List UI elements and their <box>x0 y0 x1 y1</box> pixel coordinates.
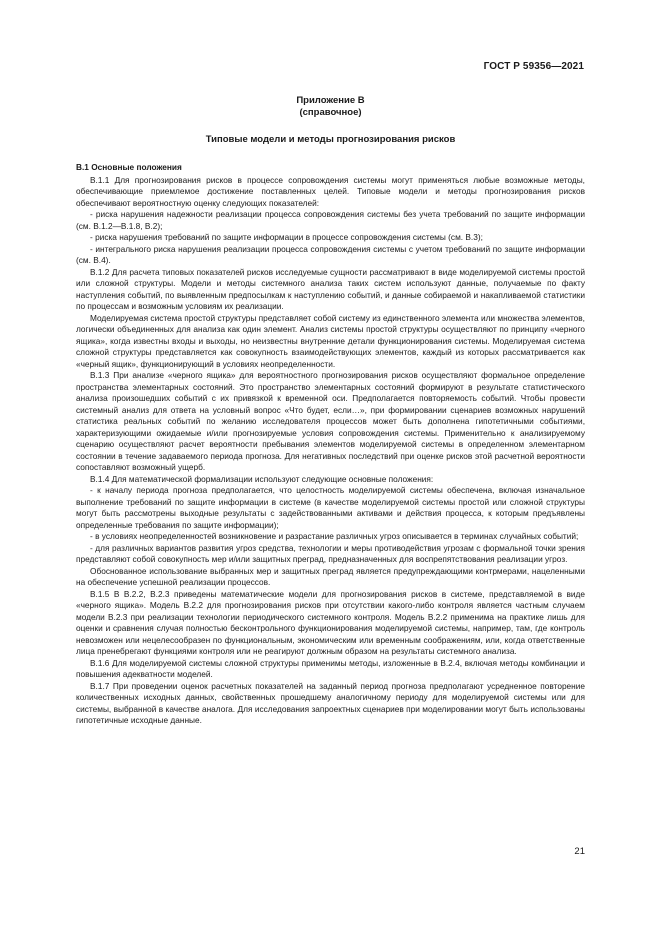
paragraph: В.1.1 Для прогнозирования рисков в процессе сопровождения системы могут применяться любые возможные методы, обеспечивающие приемлемое достижение поставленных целей. Типовые модели и методы прогнозирования рисков обеспечивают вероятностную оценку следующих показателей: <box>76 174 585 208</box>
annex-subtitle: (справочное) <box>299 107 362 118</box>
section-heading: В.1 Основные положения <box>76 162 182 172</box>
paragraph: Моделируемая система простой структуры представляет собой систему из единственного элемента или множества элементов, логически объединенных для анализа как один элемент. Анализ системы простой структуры осуществляют по принципу «черного ящика», когда известны входы и выходы, но неизвестны внутренние детали функционирования системы. Моделируемая система сложной структуры представляется как совокупность взаимодействующих элементов, каждый из которых рассматривается как «черный ящик», функционирующий в условиях неопределенности. <box>76 312 585 369</box>
paragraph: В.1.6 Для моделируемой системы сложной структуры применимы методы, изложенные в В.2.4, включая методы комбинации и повышения адекватности моделей. <box>76 657 585 679</box>
paragraph: В.1.3 При анализе «черного ящика» для вероятностного прогнозирования рисков осуществляют формальное определение пространства элементарных состояний. Это пространство элементарных состояний формируют в результате статистического анализа произошедших событий с их привязкой к временной оси. Предполагается повторяемость событий. Чтобы провести системный анализ для ответа на условный вопрос «Что будет, если…», при формировании сценариев возможных нарушений статистика реальных событий по желанию исследователя процессов может быть дополнена гипотетичными событиями, характеризующими ожидаемые и/или прогнозируемые условия сопровождения системы. Применительно к анализируемому сценарию осуществляют расчет вероятности пребывания элементов моделируемой системы в определенном элементарном состоянии в течение задаваемого периода прогноза. Для негативных последствий при оценке рисков этой расчетной вероятности сопоставляют возможный ущерб. <box>76 370 585 472</box>
paragraph: В.1.2 Для расчета типовых показателей рисков исследуемые сущности рассматривают в виде моделируемой системы простой или сложной структуры. Модели и методы системного анализа таких систем используют данные, получаемые по факту наступления событий, по выявленным предпосылкам к наступлению событий, и данные собираемой и накапливаемой статистики по процессам и возможным условиям их реализации. <box>76 266 585 311</box>
paragraph: В.1.5 В В.2.2, В.2.3 приведены математические модели для прогнозирования рисков в системе, представляемой в виде «черного ящика». Модель В.2.2 для прогнозирования рисков при отсутствии какого-либо контроля является частным случаем модели В.2.3 при реализации технологии периодического системного контроля. Модель В.2.2 применима на практике лишь для оценки и сравнения случая полностью бесконтрольного функционирования моделируемой системы, например, там, где контроль невозможен или нецелесообразен по функциональным, экономическим или временным соображениям, или, когда ответственные лица пренебрегают функциями контроля или не реагируют должным образом на результаты системного анализа. <box>76 588 585 656</box>
standard-header: ГОСТ Р 59356—2021 <box>483 61 584 72</box>
list-item: - риска нарушения надежности реализации процесса сопровождения системы без учета требований по защите информации (см. В.1.2—В.1.8, В.2); <box>76 209 585 231</box>
document-body <box>76 162 585 727</box>
list-item: - к началу периода прогноза предполагается, что целостность моделируемой системы обеспечена, включая изначальное выполнение требований по защите информации в системе (в качестве моделируемой системы простой или сложной структуры могут быть рассмотрены выходные результаты с задействованными активами и действия процесса, к которым предъявлены определенные требования по защите информации); <box>76 485 585 530</box>
annex-title: Приложение В <box>296 95 365 106</box>
list-item: - для различных вариантов развития угроз средства, технологии и меры противодействия угрозам с формальной точки зрения представляют собой совокупность мер и/или защитных преград, предназначенных для воспрепятствования реализации угроз. <box>76 542 585 564</box>
list-item: - в условиях неопределенностей возникновение и разрастание различных угроз описывается в терминах случайных событий; <box>90 531 579 541</box>
annex-heading <box>0 95 661 119</box>
paragraph: Обоснованное использование выбранных мер и защитных преград является предупреждающими контрмерами, нацеленными на обеспечение успешной реализации процессов. <box>76 565 585 587</box>
page-number: 21 <box>574 846 585 857</box>
paragraph: В.1.4 Для математической формализации используют следующие основные положения: <box>90 473 434 484</box>
list-item: - интегрального риска нарушения реализации процесса сопровождения системы с учетом требований по защите информации (см. В.4). <box>76 243 585 265</box>
paragraph: В.1.7 При проведении оценок расчетных показателей на заданный период прогноза предполагают усредненное повторение количественных исходных данных, свойственных прошедшему аналогичному периоду для моделируемой системы или для системы, выбранной в качестве аналога. Для исследования запроектных сценариев при моделировании могут быть использованы гипотетичные исходные данные. <box>76 680 585 725</box>
list-item: - риска нарушения требований по защите информации в процессе сопровождения системы (см. В.3); <box>90 232 483 242</box>
page-title: Типовые модели и методы прогнозирования рисков <box>205 134 456 145</box>
